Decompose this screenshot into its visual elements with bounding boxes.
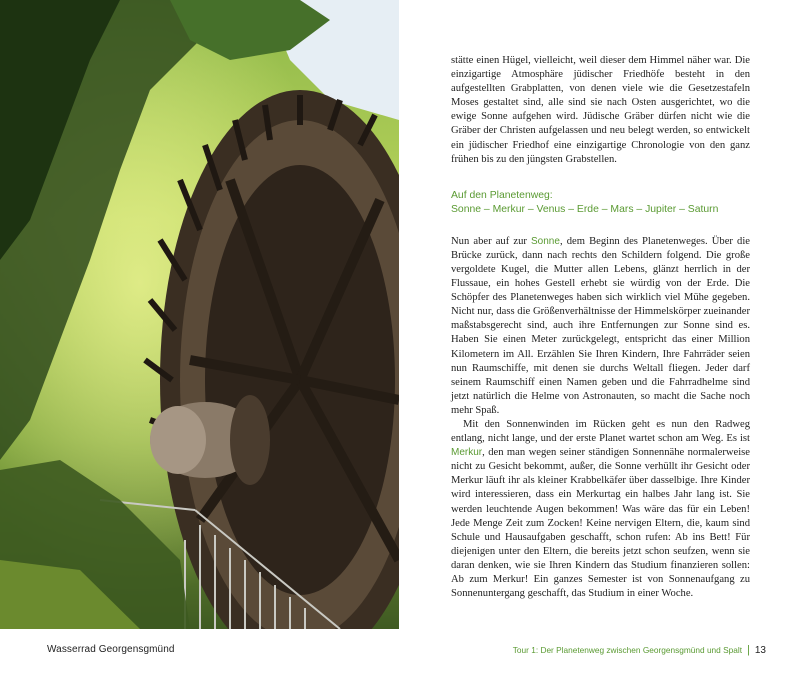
section-heading bbox=[451, 189, 750, 217]
body-text-column bbox=[451, 54, 750, 601]
paragraph-mercury bbox=[451, 418, 750, 601]
waterwheel-illustration bbox=[0, 0, 399, 629]
waterwheel-photo bbox=[0, 0, 399, 629]
footer-separator: | bbox=[747, 644, 750, 656]
footer-tour-title: Tour 1: Der Planetenweg zwischen Georgensgmünd und Spalt bbox=[512, 645, 743, 655]
highlight-sonne: Sonne bbox=[531, 235, 560, 247]
page-footer bbox=[513, 644, 766, 656]
paragraph-sun bbox=[451, 235, 750, 418]
section-heading-title: Auf den Planetenweg: bbox=[451, 189, 553, 201]
paragraph-mercury-start: Mit den Sonnenwinden im Rücken geht es nun den Radweg entlang, nicht lange, und der erste Planet wartet schon am Weg. Es ist bbox=[451, 418, 750, 445]
section-heading-planets: Sonne – Merkur – Venus – Erde – Mars – Jupiter – Saturn bbox=[451, 203, 719, 215]
paragraph-sun-rest: , dem Beginn des Planetenweges. Über die Brücke zurück, dann nach rechts den Schildern folgend. Die große vergoldete Kugel, die Mutter allen Lebens, glänzt herrlich in der Flussaue, ein hohes Gestell erhebt sie würdig von der Erde. Die Schöpfer des Planetenweges haben sich wirklich viel Mühe gegeben. Nicht nur, dass die Größenverhältnisse der Himmelskörper zueinander maßstabsgerecht sind, auch ihre Entfernungen zur Sonne sind es. Haben Sie einen Meter zurückgelegt, entspricht das einer Million Kilometern im All. Erzählen Sie Ihren Kindern, Ihre Fahrräder seien nun Raumschiffe, mit denen sie durchs Weltall fliegen. Jeder darf seinem Raumschiff einen Namen geben und die Fahrradhelme sind jetzt natürlich die Helme von Astronauten, so macht die Sache noch mehr Spaß. bbox=[451, 235, 750, 416]
paragraph-mercury-rest: , den man wegen seiner ständigen Sonnennähe normalerweise nicht zu Gesicht bekommt, außer, die Sonne verhüllt ihr Gesicht oder Merkur läuft ihr als kleiner Krabbelkäfer über dasselbige. Ihre Kinder wird interessieren, dass ein Merkurtag ein halbes Jahr lang ist. Sie werden leuchtende Augen bekommen! Was wäre das für ein Leben! Jede Menge Zeit zum Zocken! Keine nervigen Eltern, die, kaum sind Schule und Hausaufgaben geschafft, schon rufen: Ab ins Bett! Für diejenigen unter den Eltern, die bereits jetzt schon seufzen, wenn sie daran denken, wie sie Ihren Kindern das Studium finanzieren sollen: Ab zum Merkur! Ein ganzes Semester ist von Sonnenaufgang zu Sonnenuntergang geschafft, das Studium in einer Woche. bbox=[451, 447, 750, 600]
page-number: 13 bbox=[754, 645, 766, 656]
paragraph-sun-start: Nun aber auf zur bbox=[451, 235, 532, 247]
photo-caption: Wasserrad Georgensgmünd bbox=[47, 644, 175, 655]
highlight-merkur: Merkur bbox=[451, 447, 483, 459]
paragraph-cemetery: stätte einen Hügel, vielleicht, weil dieser dem Himmel näher war. Die einzigartige Atmosphäre jüdischer Friedhöfe besteht in den aufgestellten Grabplatten, von denen viele wie die Gesetzestafeln Moses gestaltet sind, alle sind sie nach Osten ausgerichtet, wo die ewige Sonne aufgehen wird. Jüdische Gräber dürfen nicht wie die Gräber der Christen aufgelassen und neu belegt werden, so entwickelt ein jüdischer Friedhof eine einzigartige Chronologie von den ganz frühen bis zu den jüngsten Grabstellen. bbox=[451, 55, 750, 165]
